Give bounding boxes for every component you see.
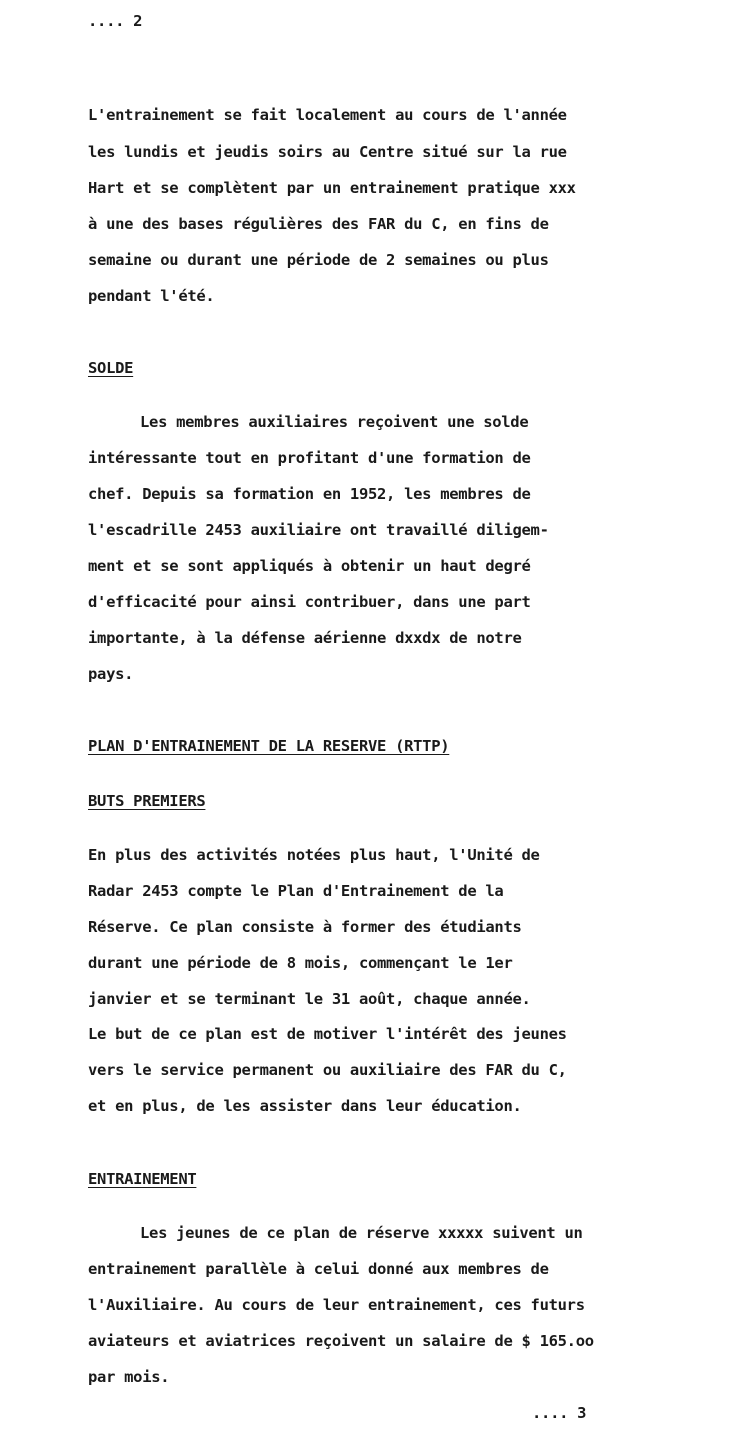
text-line: intéressante tout en profitant d'une formation de xyxy=(88,449,531,467)
text-line: pendant l'été. xyxy=(88,287,215,305)
page-number-bottom: .... 3 xyxy=(532,1404,587,1422)
text-line: Réserve. Ce plan consiste à former des étudiants xyxy=(88,918,522,936)
text-line: durant une période de 8 mois, commençant le 1er xyxy=(88,954,513,972)
section-heading-plan: PLAN D'ENTRAINEMENT DE LA RESERVE (RTTP) xyxy=(88,737,450,755)
text-line: d'efficacité pour ainsi contribuer, dans une part xyxy=(88,593,531,611)
text-line: l'Auxiliaire. Au cours de leur entrainement, ces futurs xyxy=(88,1296,585,1314)
text-line: semaine ou durant une période de 2 semaines ou plus xyxy=(88,251,549,269)
text-line: chef. Depuis sa formation en 1952, les membres de xyxy=(88,485,531,503)
text-line: En plus des activités notées plus haut, l'Unité de xyxy=(88,846,540,864)
text-line: pays. xyxy=(88,665,134,683)
text-line: ment et se sont appliqués à obtenir un haut degré xyxy=(88,557,531,575)
text-line: les lundis et jeudis soirs au Centre situé sur la rue xyxy=(88,143,567,161)
subheading-buts-premiers: BUTS PREMIERS xyxy=(88,792,206,810)
text-line: janvier et se terminant le 31 août, chaque année. xyxy=(88,990,531,1008)
text-line: Hart et se complètent par un entrainement pratique xxx xyxy=(88,179,576,197)
text-line: L'entrainement se fait localement au cours de l'année xyxy=(88,106,567,124)
text-line: Radar 2453 compte le Plan d'Entrainement de la xyxy=(88,882,504,900)
text-line: importante, à la défense aérienne dxxdx de notre xyxy=(88,629,522,647)
page-number-top: .... 2 xyxy=(88,12,143,30)
text-line: entrainement parallèle à celui donné aux membres de xyxy=(88,1260,549,1278)
text-line: Le but de ce plan est de motiver l'intérêt des jeunes xyxy=(88,1025,567,1043)
text-line: vers le service permanent ou auxiliaire des FAR du C, xyxy=(88,1061,567,1079)
text-line: par mois. xyxy=(88,1368,170,1386)
section-heading-solde: SOLDE xyxy=(88,359,134,377)
text-line: l'escadrille 2453 auxiliaire ont travaillé diligem- xyxy=(88,521,549,539)
text-line: et en plus, de les assister dans leur éducation. xyxy=(88,1097,522,1115)
text-line: à une des bases régulières des FAR du C, en fins de xyxy=(88,215,549,233)
section-heading-entrainement: ENTRAINEMENT xyxy=(88,1170,197,1188)
text-line: Les membres auxiliaires reçoivent une solde xyxy=(140,413,529,431)
text-line: aviateurs et aviatrices reçoivent un salaire de $ 165.oo xyxy=(88,1332,594,1350)
text-line: Les jeunes de ce plan de réserve xxxxx suivent un xyxy=(140,1224,583,1242)
